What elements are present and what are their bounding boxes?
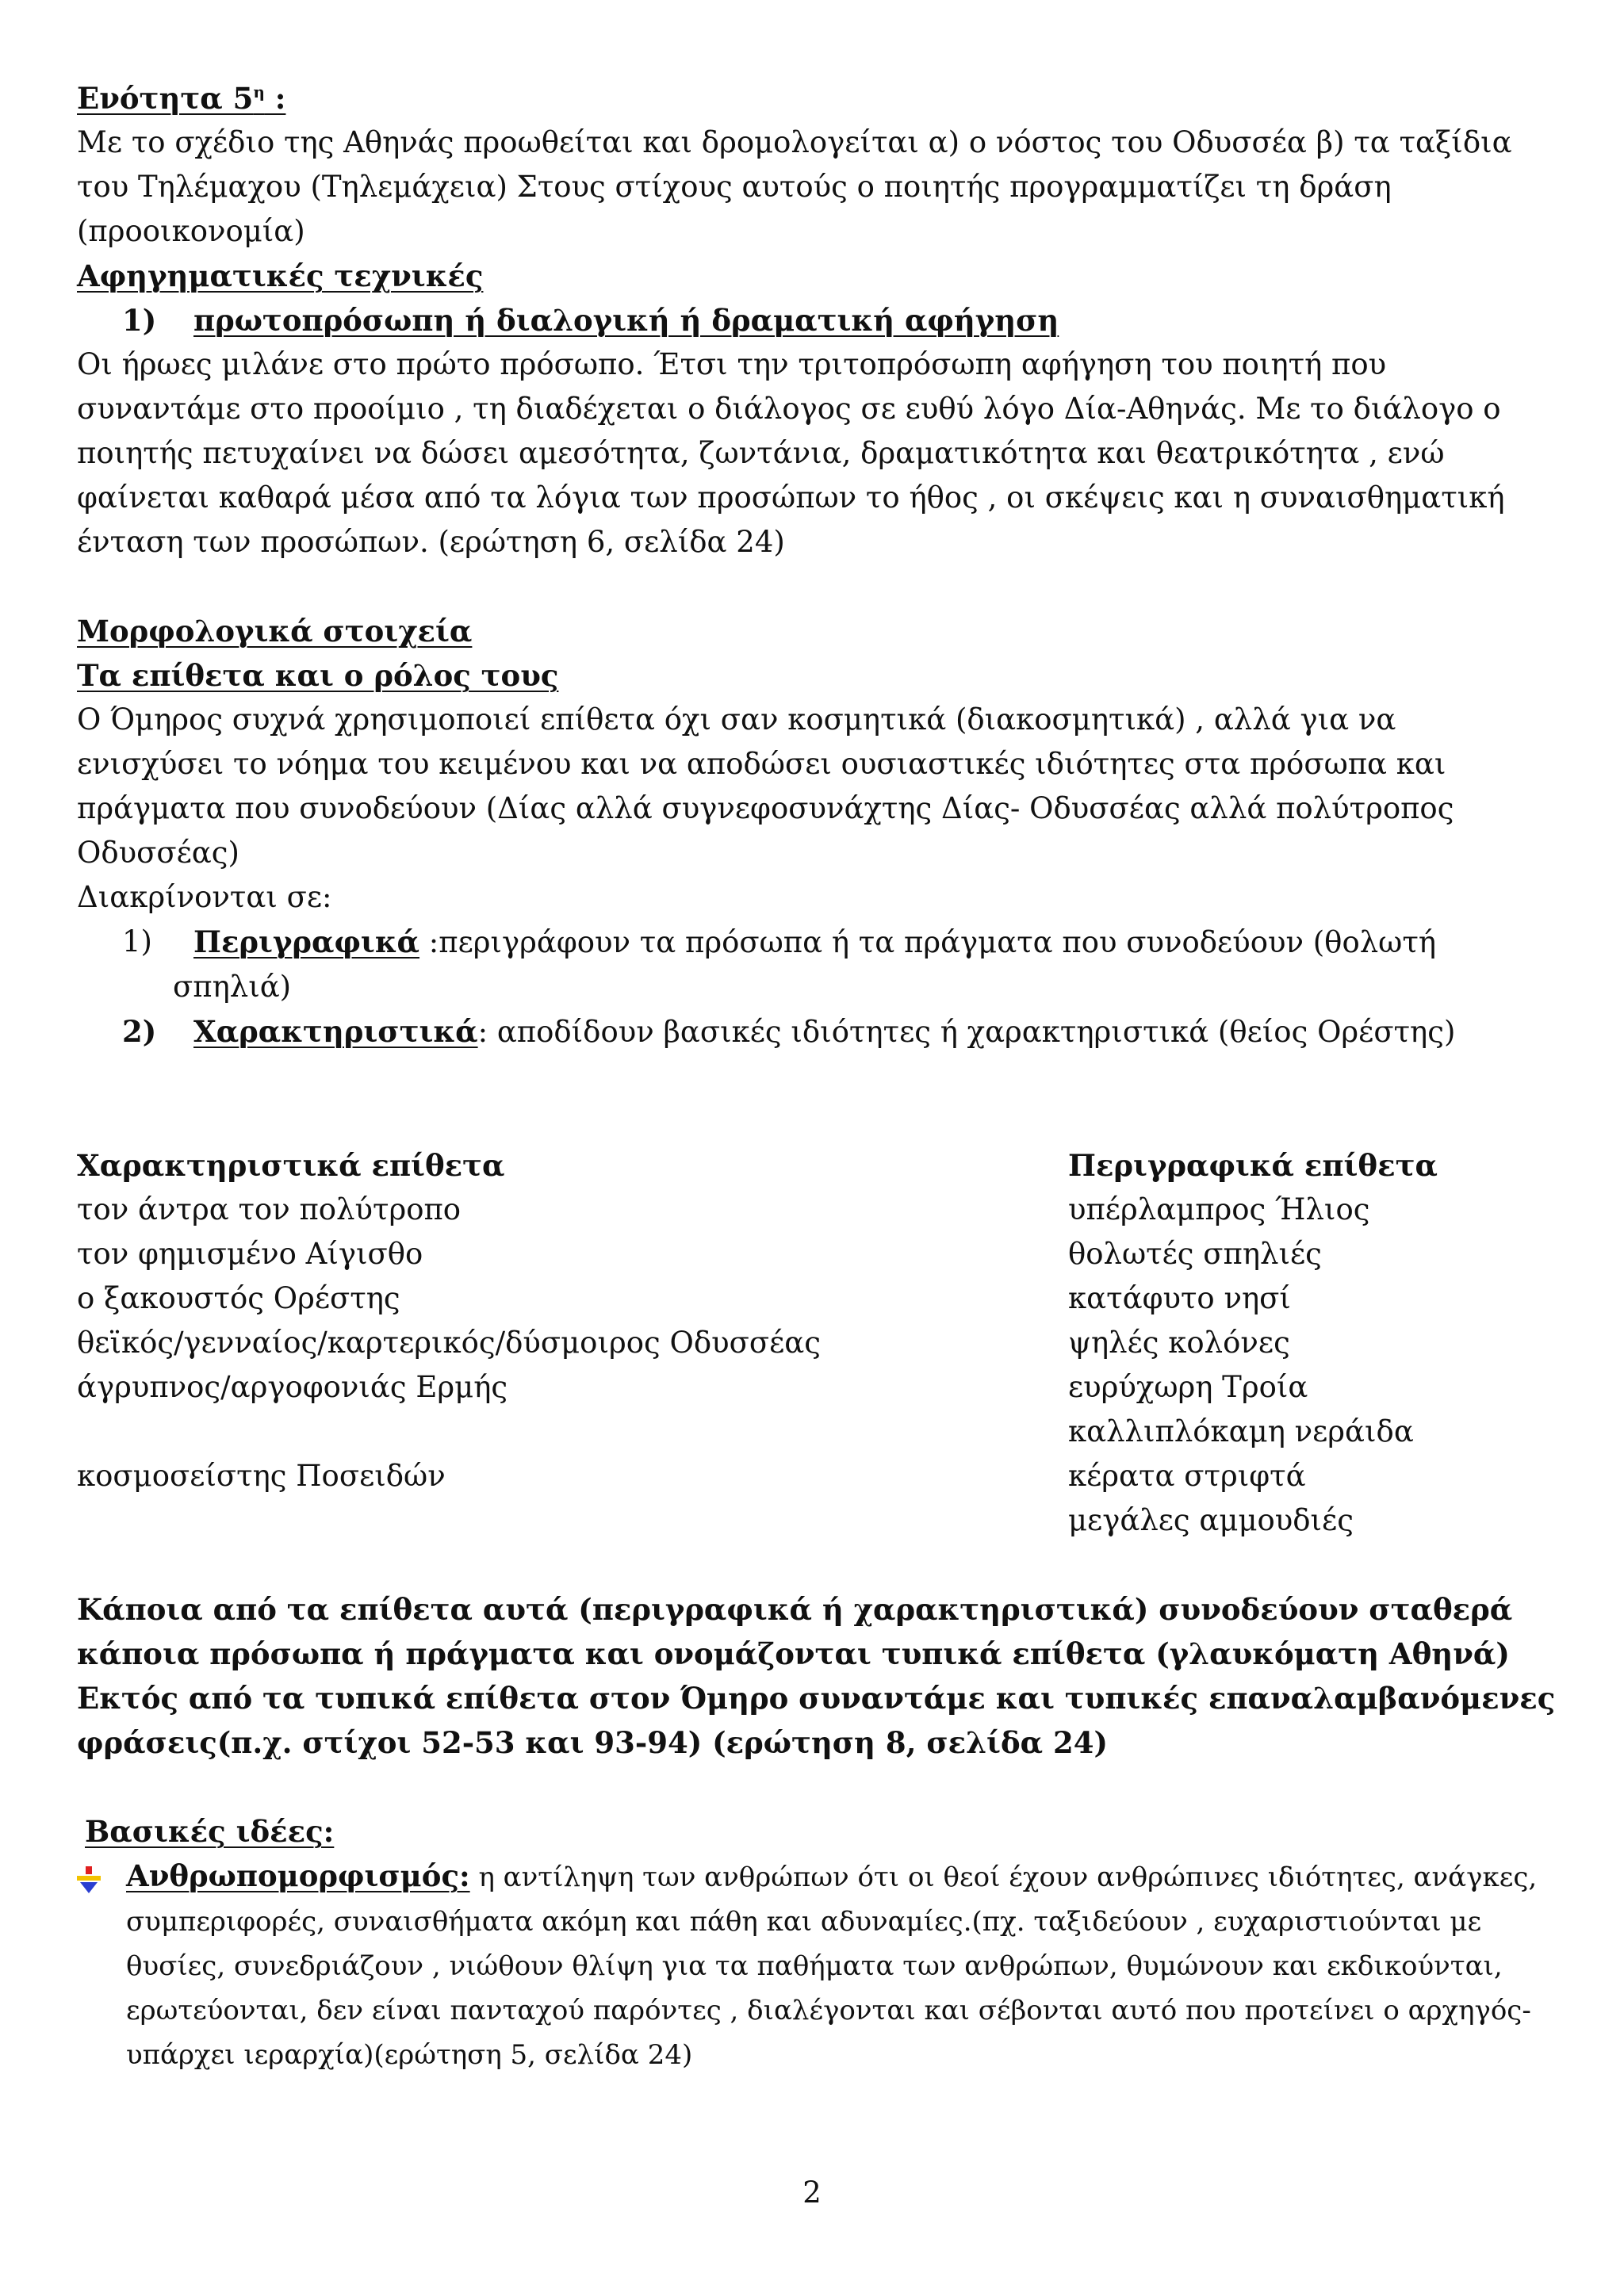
- narrative-line-4: φαίνεται καθαρά μέσα από τα λόγια των προσώπων το ήθος , οι σκέψεις και η συναισθηματική: [77, 480, 1505, 515]
- characteristic-epithet-blank: [77, 1410, 949, 1454]
- descriptive-epithet: κέρατα στριφτά: [1068, 1459, 1306, 1493]
- descriptive-epithet: ψηλές κολόνες: [1068, 1326, 1290, 1360]
- section-heading-sup: η: [253, 82, 265, 101]
- morphology-line-2: ενισχύσει το νόημα του κειμένου και να αποδώσει ουσιαστικές ιδιότητες στα πρόσωπα και: [77, 747, 1446, 781]
- narrative-item: [77, 298, 1568, 342]
- section-heading: [77, 76, 1568, 121]
- epithets-columns: [77, 1143, 1568, 1543]
- morphology-heading-text: Μορφολογικά στοιχεία: [77, 614, 473, 649]
- narrative-line-5: ένταση των προσώπων. (ερώτηση 6, σελίδα 24): [77, 525, 785, 559]
- ideas-bullet-line: ερωτεύονται, δεν είναι πανταχού παρόντες , διαλέγονται και σέβονται αυτό που προτείνει ο αρχηγός-: [126, 1995, 1531, 2026]
- page-number: 2: [802, 2175, 822, 2210]
- morphology-line-4: Οδυσσέας): [77, 836, 239, 870]
- section-line-3: (προοικονομία): [77, 214, 305, 248]
- ideas-heading: [77, 1809, 1568, 1854]
- section-heading-text: Ενότητα 5: [77, 81, 254, 116]
- morphology-subheading: [77, 653, 1568, 698]
- section-line-2: του Τηλέμαχου (Τηλεμάχεια) Στους στίχους αυτούς ο ποιητής προγραμματίζει τη δράση: [77, 170, 1392, 204]
- morphology-line-3: πράγματα που συνοδεύουν (Δίας αλλά συγνεφοσυνάχτης Δίας- Οδυσσέας αλλά πολύτροπος: [77, 791, 1454, 825]
- morphology-subheading-text: Τα επίθετα και ο ρόλος τους: [77, 658, 559, 693]
- descriptive-epithet: θολωτές σπηλιές: [1068, 1237, 1322, 1271]
- morphology-item-2-text: : αποδίδουν βασικές ιδιότητες ή χαρακτηριστικά (θείος Ορέστης): [477, 1015, 1456, 1049]
- spacer: [77, 1099, 1568, 1143]
- typical-line-1: Κάποια από τα επίθετα αυτά (περιγραφικά ή χαρακτηριστικά) συνοδεύουν σταθερά: [77, 1592, 1513, 1627]
- typical-line-3: Εκτός από τα τυπικά επίθετα στον Όμηρο συναντάμε και τυπικές επαναλαμβανόμενες: [77, 1681, 1556, 1716]
- morphology-item-1-text: :περιγράφουν τα πρόσωπα ή τα πράγματα που συνοδεύουν (θολωτή: [419, 925, 1436, 959]
- characteristic-epithet: τον άντρα τον πολύτροπο: [77, 1192, 462, 1226]
- descriptive-epithet: καλλιπλόκαμη νεράιδα: [1068, 1414, 1414, 1448]
- characteristic-epithet: τον φημισμένο Αίγισθο: [77, 1237, 423, 1271]
- descriptive-epithet: υπέρλαμπρος Ήλιος: [1068, 1192, 1370, 1226]
- ideas-bullet-first: η αντίληψη των ανθρώπων ότι οι θεοί έχουν ανθρώπινες ιδιότητες, ανάγκες,: [469, 1862, 1538, 1893]
- page-content: [77, 76, 1568, 2077]
- morphology-item-1-label: Περιγραφικά: [193, 924, 420, 959]
- spacer: [77, 1765, 1568, 1809]
- spacer: [77, 1054, 1568, 1099]
- descriptive-epithet: μεγάλες αμμουδιές: [1068, 1503, 1354, 1537]
- narrative-heading-text: Αφηγηματικές τεχνικές: [77, 258, 484, 293]
- morphology-item-1-cont: σπηλιά): [173, 970, 292, 1004]
- ideas-bullet: [77, 1854, 1568, 2077]
- ideas-bullet-line: θυσίες, συνεδριάζουν , νιώθουν θλίψη για τα παθήματα των ανθρώπων, θυμώνουν και εκδικούνται,: [126, 1950, 1503, 1982]
- typical-line-2: κάποια πρόσωπα ή πράγματα και ονομάζονται τυπικά επίθετα (γλαυκόματη Αθηνά): [77, 1636, 1510, 1671]
- typical-line-4: φράσεις(π.χ. στίχοι 52-53 και 93-94) (ερώτηση 8, σελίδα 24): [77, 1725, 1108, 1760]
- ideas-bullet-line-1: [77, 1854, 1568, 1900]
- characteristic-epithets-heading: Χαρακτηριστικά επίθετα: [77, 1148, 505, 1183]
- spacer: [77, 1543, 1568, 1587]
- narrative-line-3: ποιητής πετυχαίνει να δώσει αμεσότητα, ζωντάνια, δραματικότητα και θεατρικότητα , ενώ: [77, 436, 1445, 470]
- morphology-line-5: Διακρίνονται σε:: [77, 880, 332, 914]
- ideas-bullet-line: υπάρχει ιεραρχία)(ερώτηση 5, σελίδα 24): [126, 2039, 693, 2071]
- narrative-item-number: 1): [122, 303, 157, 338]
- narrative-line-2: συναντάμε στο προοίμιο , τη διαδέχεται ο διάλογος σε ευθύ λόγο Δία-Αθηνάς. Με το διάλογο ο: [77, 392, 1501, 426]
- descriptive-epithets-heading: Περιγραφικά επίθετα: [1068, 1148, 1438, 1183]
- characteristic-epithet: ο ξακουστός Ορέστης: [77, 1281, 400, 1315]
- descriptive-epithets-column: [1068, 1143, 1568, 1543]
- bullet-arrow-icon: [77, 1862, 101, 1888]
- descriptive-epithet: ευρύχωρη Τροία: [1068, 1370, 1308, 1404]
- ideas-bullet-label: Ανθρωπομορφισμός:: [126, 1858, 470, 1893]
- characteristic-epithet: κοσμοσείστης Ποσειδών: [77, 1459, 446, 1493]
- morphology-heading: [77, 609, 1568, 653]
- morphology-item-2-label: Χαρακτηριστικά: [193, 1014, 478, 1049]
- characteristic-epithet: θεϊκός/γενναίος/καρτερικός/δύσμοιρος Οδυσσέας: [77, 1326, 821, 1360]
- descriptive-epithet: κατάφυτο νησί: [1068, 1281, 1291, 1315]
- morphology-item-2-number: 2): [122, 1014, 157, 1049]
- characteristic-epithet: άγρυπνος/αργοφονιάς Ερμής: [77, 1370, 508, 1404]
- ideas-bullet-line: συμπεριφορές, συναισθήματα ακόμη και πάθη και αδυναμίες.(πχ. ταξιδεύουν , ευχαριστιούνται με: [126, 1906, 1482, 1938]
- narrative-line-1: Οι ήρωες μιλάνε στο πρώτο πρόσωπο. Έτσι την τριτοπρόσωπη αφήγηση του ποιητή που: [77, 347, 1387, 381]
- morphology-line-1: Ο Όμηρος συχνά χρησιμοποιεί επίθετα όχι σαν κοσμητικά (διακοσμητικά) , αλλά για να: [77, 702, 1396, 737]
- narrative-heading: [77, 254, 1568, 298]
- morphology-item-1: [77, 920, 1568, 965]
- spacer: [77, 564, 1568, 609]
- section-heading-tail: :: [264, 81, 286, 116]
- morphology-item-1-number: 1): [122, 924, 152, 959]
- section-line-1: Με το σχέδιο της Αθηνάς προωθείται και δρομολογείται α) ο νόστος του Οδυσσέα β) τα ταξίδια: [77, 125, 1512, 159]
- narrative-item-label: πρωτοπρόσωπη ή διαλογική ή δραματική αφήγηση: [193, 303, 1059, 338]
- characteristic-epithets-column: [77, 1143, 949, 1498]
- ideas-heading-text: Βασικές ιδέες:: [85, 1814, 335, 1849]
- morphology-item-2: [77, 1009, 1568, 1054]
